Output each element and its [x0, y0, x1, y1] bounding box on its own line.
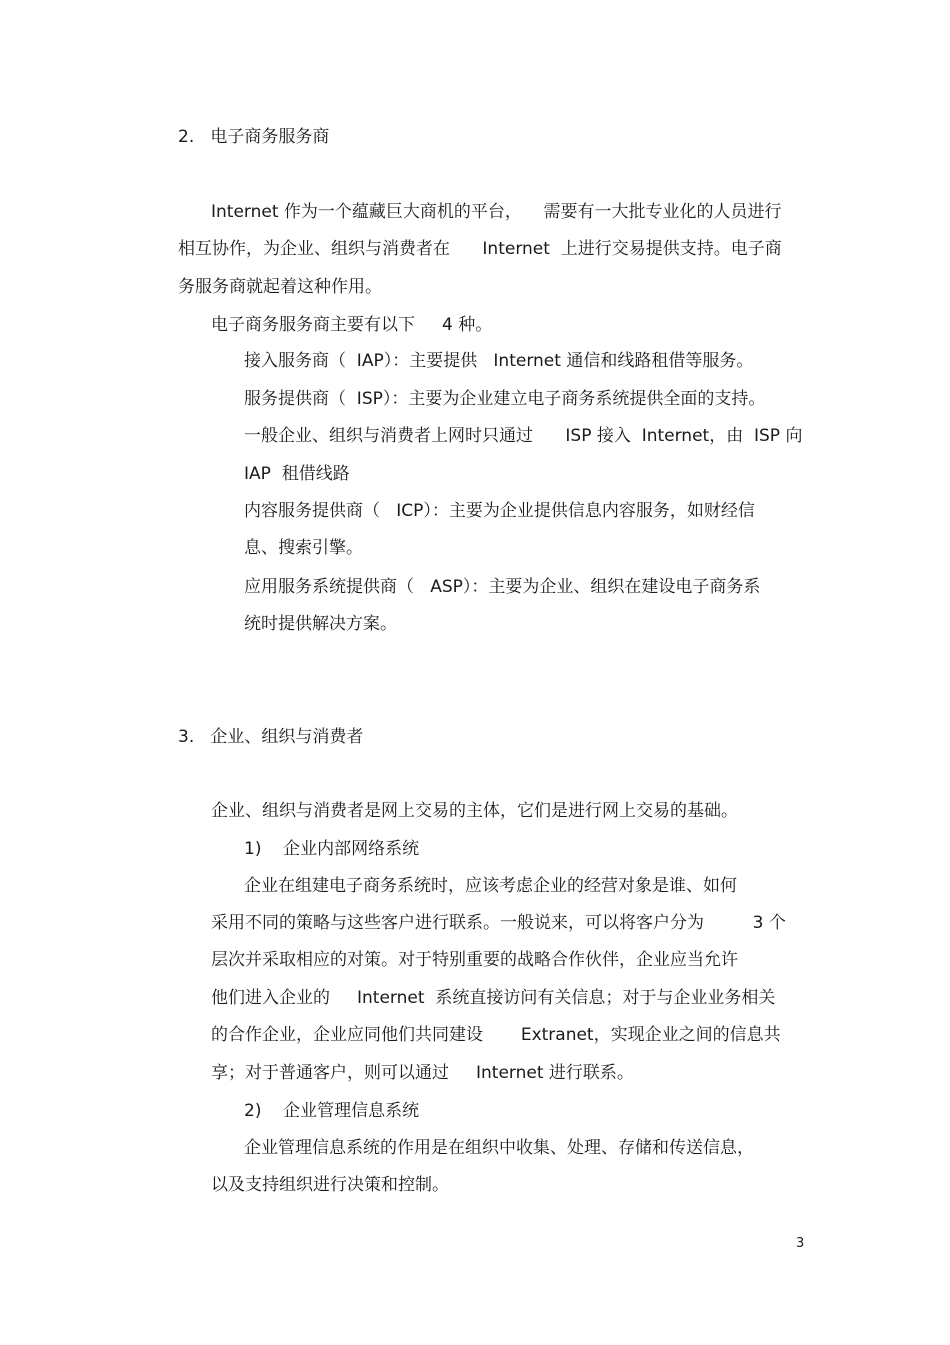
list-item-continuation: 统时提供解决方案。 [244, 614, 397, 634]
list-item-continuation: 一般企业、组织与消费者上网时只通过 ISP 接入 Internet，由 ISP 向 [244, 426, 803, 446]
section-2-heading: 2. 电子商务服务商 [178, 127, 330, 147]
subsection-title: 2) 企业管理信息系统 [244, 1101, 420, 1121]
paragraph-line: 层次并采取相应的对策。对于特别重要的战略合作伙伴，企业应当允许 [211, 950, 738, 970]
subsection-title: 1) 企业内部网络系统 [244, 839, 420, 859]
paragraph-line: 企业管理信息系统的作用是在组织中收集、处理、存储和传送信息， [244, 1138, 754, 1158]
paragraph-line: 企业在组建电子商务系统时，应该考虑企业的经营对象是谁、如何 [244, 876, 737, 896]
list-item: 内容服务提供商（ ICP）：主要为企业提供信息内容服务，如财经信 [244, 501, 755, 521]
section-3-heading: 3. 企业、组织与消费者 [178, 727, 364, 747]
section-3-intro: 企业、组织与消费者是网上交易的主体，它们是进行网上交易的基础。 [211, 801, 738, 821]
paragraph-line: 他们进入企业的 Internet 系统直接访问有关信息；对于与企业业务相关 [211, 988, 776, 1008]
section-2-intro: 电子商务服务商主要有以下 4 种。 [211, 315, 493, 335]
list-item: 应用服务系统提供商（ ASP）：主要为企业、组织在建设电子商务系 [244, 577, 761, 597]
list-item-continuation: IAP 租借线路 [244, 464, 350, 484]
list-item: 接入服务商（ IAP）：主要提供 Internet 通信和线路租借等服务。 [244, 351, 754, 371]
paragraph-line: 享；对于普通客户，则可以通过 Internet 进行联系。 [211, 1063, 634, 1083]
paragraph-line: 务服务商就起着这种作用。 [178, 277, 382, 297]
paragraph-line: Internet 作为一个蕴藏巨大商机的平台， 需要有一大批专业化的人员进行 [211, 202, 782, 222]
paragraph-line: 相互协作，为企业、组织与消费者在 Internet 上进行交易提供支持。电子商 [178, 239, 782, 259]
paragraph-line: 的合作企业，企业应同他们共同建设 Extranet，实现企业之间的信息共 [211, 1025, 781, 1045]
page-number: 3 [796, 1236, 805, 1251]
list-item-continuation: 息、搜索引擎。 [244, 538, 363, 558]
list-item: 服务提供商（ ISP）：主要为企业建立电子商务系统提供全面的支持。 [244, 389, 766, 409]
paragraph-line: 以及支持组织进行决策和控制。 [211, 1175, 449, 1195]
paragraph-line: 采用不同的策略与这些客户进行联系。一般说来，可以将客户分为 3 个 [211, 913, 786, 933]
